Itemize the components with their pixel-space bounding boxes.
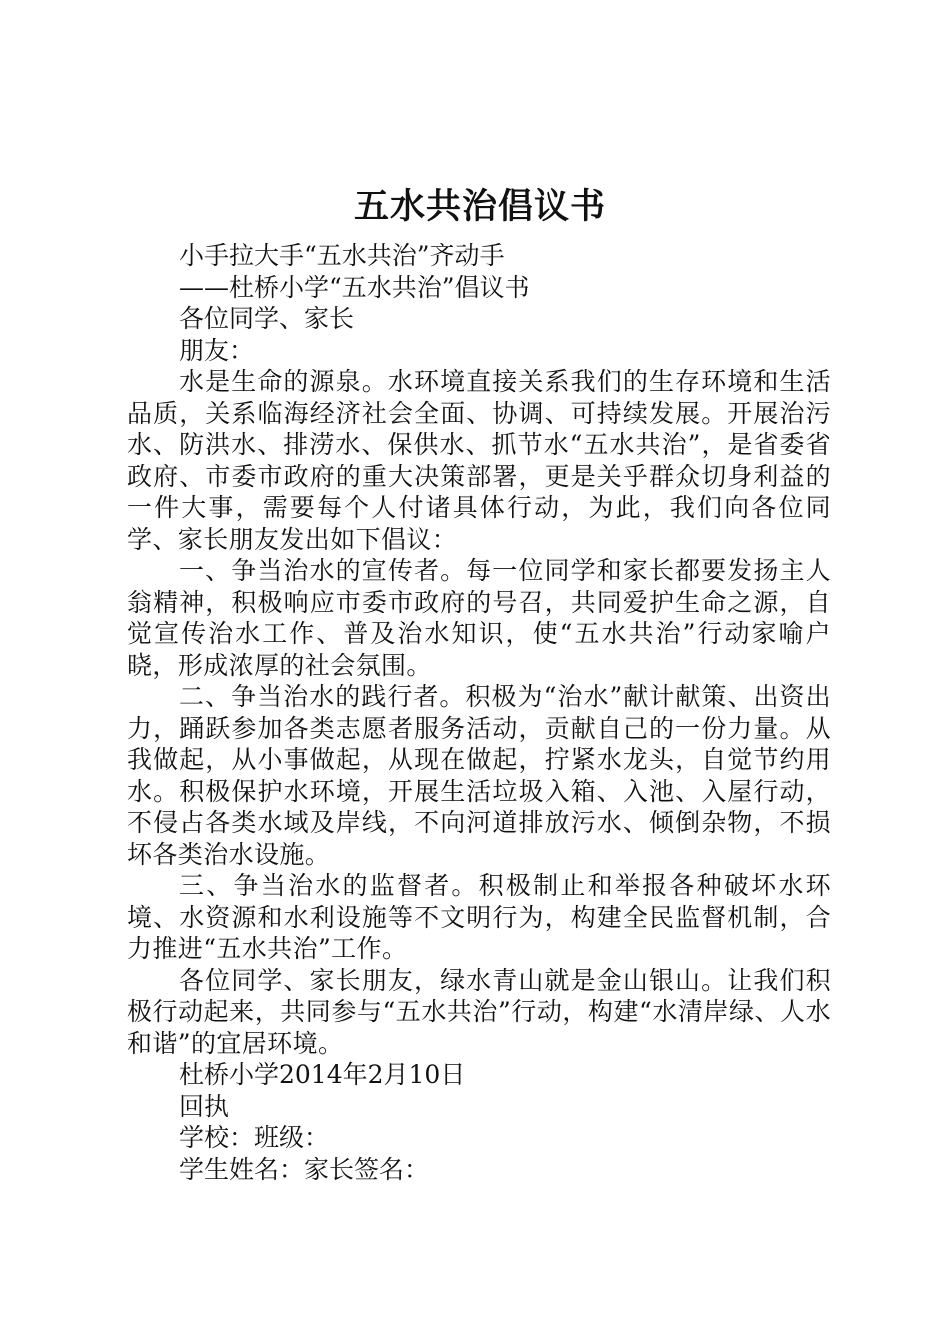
intro-paragraph: 水是生命的源泉。水环境直接关系我们的生存环境和生活品质，关系临海经济社会全面、协调、可持续发展。开展治污水、防洪水、排涝水、保供水、抓节水“五水共治”，是省委省政府、市委市政府的重大决策部署，更是关乎群众切身利益的一件大事，需要每个人付诸具体行动，为此，我们向各位同学、家长朋友发出如下倡议： xyxy=(127,367,831,554)
receipt-heading: 回执 xyxy=(179,1091,230,1121)
receipt-school-class-field: 学校：班级： xyxy=(179,1123,330,1152)
proposal-paragraph-2: 二、争当治水的践行者。积极为“治水”献计献策、出资出力，踊跃参加各类志愿者服务活动，贡献自己的一份力量。从我做起，从小事做起，从现在做起，拧紧水龙头，自觉节约用水。积极保护水环境，开展生活垃圾入箱、入池、入屋行动，不侵占各类水域及岸线，不向河道排放污水、倾倒杂物，不损坏各类治水设施。 xyxy=(127,682,831,869)
document-page xyxy=(127,180,831,1185)
proposal-paragraph-1: 一、争当治水的宣传者。每一位同学和家长都要发扬主人翁精神，积极响应市委市政府的号召，共同爱护生命之源，自觉宣传治水工作、普及治水知识，使“五水共治”行动家喻户晓，形成浓厚的社会氛围。 xyxy=(127,556,831,680)
closing-paragraph: 各位同学、家长朋友，绿水青山就是金山银山。让我们积极行动起来，共同参与“五水共治”行动，构建“水清岸绿、人水和谐”的宜居环境。 xyxy=(127,965,831,1058)
proposal-paragraph-3: 三、争当治水的监督者。积极制止和举报各种破坏水环境、水资源和水利设施等不文明行为，构建全民监督机制，合力推进“五水共治”工作。 xyxy=(127,871,831,963)
signature-line: 杜桥小学2014年2月10日 xyxy=(179,1060,466,1089)
salutation-line-2: 朋友： xyxy=(179,335,255,365)
salutation-line-1: 各位同学、家长 xyxy=(179,304,355,333)
slogan-line: 小手拉大手“五水共治”齐动手 xyxy=(179,241,505,270)
receipt-student-parent-field: 学生姓名：家长签名： xyxy=(179,1154,430,1184)
document-title: 五水共治倡议书 xyxy=(353,187,606,227)
subtitle-line: ——杜桥小学“五水共治”倡议书 xyxy=(179,272,530,302)
